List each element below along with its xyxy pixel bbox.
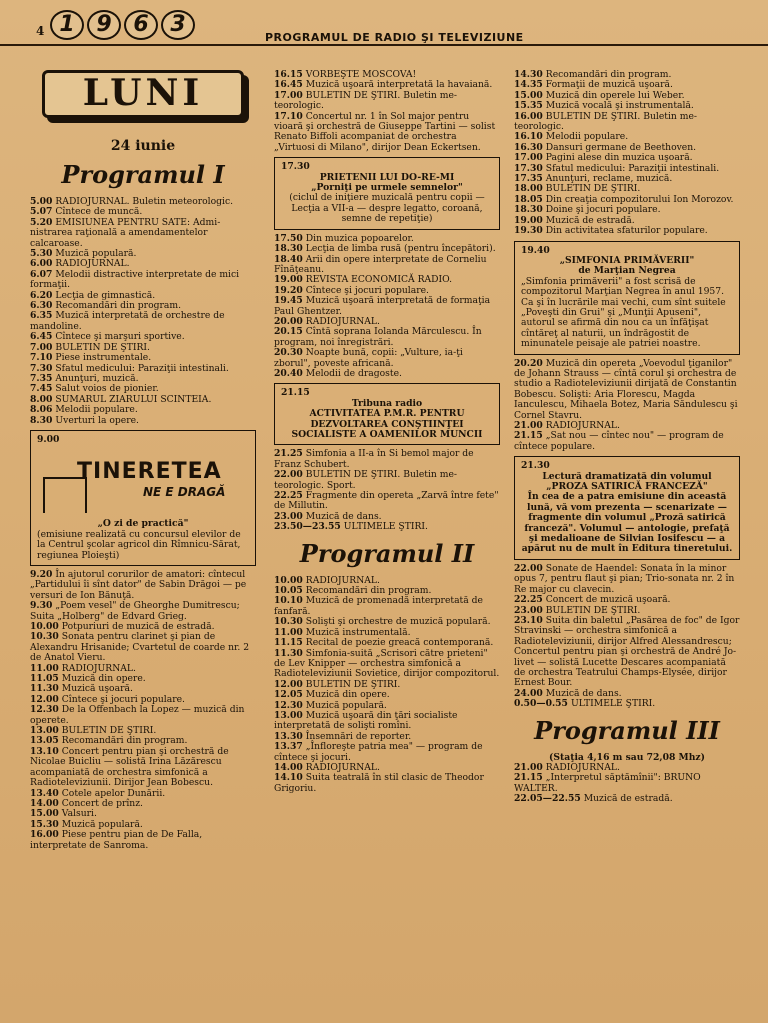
entry-text: „Interpretul săptămînii": BRUNO WALTER. (514, 772, 701, 794)
date: 24 iunie (110, 138, 176, 154)
entry-text: „Sat nou — cîntec nou" — program de cîntece populare. (514, 430, 724, 452)
entry-time: 18.30 (514, 204, 543, 216)
entry-text: BULETIN DE ŞTIRI. (545, 604, 641, 616)
entry-time: 8.30 (30, 414, 53, 426)
entry-text: Muzică uşoară din ţări socialiste interpretată de solişti romîni. (274, 709, 458, 732)
box-time: 19.40 (521, 244, 550, 256)
entry-text: Concert de prînz. (61, 797, 143, 809)
entry-time: 21.15 (514, 772, 543, 784)
entry-text: Muzică vocală şi instrumentală. (545, 100, 694, 112)
entry-text: BULETIN DE ŞTIRI. Buletin meteorologic. (274, 89, 458, 112)
entry-text: Concertul nr. 1 în Sol major pentru vioară şi orchestră de Giuseppe Tartini — solist Renato Biffoli acompaniat de orchestra „Virtuosi di Milano", dirijor Dean Eckertsen. (274, 110, 496, 153)
entry-time: 20.15 (274, 326, 303, 338)
entry-text: Recital de poezie greacă contemporană. (305, 637, 494, 649)
schedule-entry (30, 705, 256, 726)
entry-text: Potpuriuri de muzică de estradă. (61, 621, 215, 632)
schedule-entry (514, 699, 740, 709)
schedule-entry (274, 596, 500, 617)
entry-text: Muzică populară. (61, 818, 143, 830)
schedule-list (514, 70, 740, 237)
schedule-entry (30, 218, 256, 249)
entry-text: Însemnări de reporter. (305, 730, 412, 742)
entry-text: Dansuri germane de Beethoven. (545, 141, 697, 153)
entry-text: Concert pentru pian şi orchestră de Nicolae Buicliu — solistă Irina Lăzărescu acompaniată de orchestra simfonică a Radioteleviziunii. Dirijor Jean Bobescu. (30, 745, 229, 789)
entry-time: 9.30 (30, 600, 53, 612)
day-title: LUNI (42, 70, 244, 118)
entry-time: 22.05—22.55 (514, 793, 581, 805)
box-time: 21.15 (281, 387, 310, 399)
entry-time: 11.00 (30, 662, 59, 674)
entry-text: Noapte bună, copii: „Vulture, ia-ţi zborul", poveste africană. (274, 347, 463, 369)
entry-text: Cîntă soprana Iolanda Mărculescu. În program, noi înregistrări. (274, 326, 482, 348)
year-digit: 6 (124, 10, 158, 40)
entry-time: 12.05 (274, 689, 303, 701)
entry-time: 21.15 (514, 430, 543, 442)
tribuna-box (274, 383, 500, 445)
entry-text: RADIOJURNAL. (545, 420, 620, 431)
year-digit: 9 (87, 10, 121, 40)
entry-text: RADIOJURNAL. (55, 258, 130, 270)
logo-sub: NE E DRAGĂ (143, 485, 226, 500)
simfonia-box (514, 241, 740, 355)
entry-time: 13.10 (30, 745, 59, 757)
schedule-list (274, 449, 500, 532)
entry-text: Piese instrumentale. (55, 352, 152, 364)
entry-time: 7.30 (30, 362, 53, 374)
column-3 (514, 70, 740, 805)
entry-text: Muzică uşoară. (61, 683, 133, 695)
program-3-title: Programul III (534, 715, 720, 745)
entry-text: „Înfloreşte patria mea" — program de cîntece şi jocuri. (274, 741, 483, 763)
tinerete-logo (37, 447, 249, 517)
entry-time: 7.35 (30, 372, 53, 384)
entry-time: 14.00 (274, 761, 303, 773)
entry-time: 17.00 (274, 89, 303, 101)
entry-text: Sfatul medicului: Paraziţii intestinali. (545, 162, 720, 174)
entry-time: 23.10 (514, 614, 543, 626)
header-title: PROGRAMUL DE RADIO ŞI TELEVIZIUNE (265, 31, 524, 44)
schedule-list (514, 359, 740, 453)
entry-time: 16.00 (30, 829, 59, 841)
entry-time: 14.10 (274, 772, 303, 784)
entry-text: Anunţuri, reclame, muzică. (545, 173, 673, 185)
entry-text: Lecţia de gimnastică. (55, 289, 156, 301)
entry-text: Sonate de Haendel: Sonata în la minor opus 7, pentru flaut şi pian; Trio-sonata nr. 2 în Re major cu clavecin. (514, 562, 735, 595)
entry-text: VORBEŞTE MOSCOVA! (305, 69, 417, 80)
schedule-entry (514, 564, 740, 595)
entry-time: 8.06 (30, 404, 53, 416)
entry-text: Piese pentru pian de De Falla, interpretate de Sanroma. (30, 829, 203, 851)
schedule-entry (30, 416, 256, 426)
entry-time: 10.30 (274, 616, 303, 628)
entry-time: 17.35 (514, 173, 543, 185)
entry-text: BULETIN DE ŞTIRI. Buletin meteorologic. (514, 110, 698, 133)
column-1 (30, 50, 256, 851)
schedule-list (274, 70, 500, 153)
entry-time: 10.10 (274, 595, 303, 607)
entry-time: 21.00 (514, 420, 543, 431)
schedule-entry (274, 255, 500, 276)
entry-text: Cîntece de muncă. (55, 206, 143, 218)
entry-text: Muzică de dans. (545, 687, 622, 699)
entry-time: 10.00 (274, 574, 303, 586)
station-info: (Staţia 4,16 m sau 72,08 Mhz) (549, 751, 705, 763)
entry-time: 24.00 (514, 687, 543, 699)
entry-text: Anunţuri, muzică. (55, 372, 139, 384)
schedule-entry (274, 773, 500, 794)
schedule-list (30, 570, 256, 851)
entry-text: Muzică uşoară interpretată de formaţia Paul Ghentzer. (274, 295, 491, 317)
entry-time: 18.40 (274, 253, 303, 265)
entry-time: 5.20 (30, 216, 53, 228)
schedule-list (514, 564, 740, 710)
entry-time: 13.40 (30, 787, 59, 799)
entry-text: Concert de muzică uşoară. (545, 594, 671, 606)
entry-text: Simfonia a II-a în Si bemol major de Franz Schubert. (274, 448, 474, 470)
entry-text: BULETIN DE ŞTIRI. Buletin meteorologic. Sport. (274, 469, 458, 491)
entry-text: RADIOJURNAL. (61, 662, 136, 674)
entry-text: RADIOJURNAL. (305, 761, 380, 773)
entry-text: BULETIN DE ŞTIRI. (61, 725, 157, 737)
year-digit: 1 (50, 10, 84, 40)
entry-time: 19.00 (274, 274, 303, 286)
entry-text: Suita teatrală în stil clasic de Theodor Grigoriu. (274, 772, 484, 794)
entry-time: 0.50—0.55 (514, 698, 568, 710)
schedule-entry (514, 112, 740, 133)
tinerete-box (30, 430, 256, 566)
entry-time: 14.30 (514, 69, 543, 80)
entry-time: 20.00 (274, 315, 303, 327)
entry-time: 10.05 (274, 585, 303, 597)
entry-text: De la Offenbach la Lopez — muzică din operete. (30, 704, 245, 726)
program-2-title: Programul II (299, 538, 475, 568)
box-title: „SIMFONIA PRIMĂVERII" (559, 254, 695, 266)
schedule-list (274, 234, 500, 380)
entry-text: Suita din baletul „Pasărea de foc" de Igor Stravinski — orchestra simfonică a Radioteleviziunii, dirijor Alfred Alessandrescu; Concertul pentru pian şi orchestră de André Jolivet — solistă Lucette Descares acompaniată de orchestra Teatrului Champs-Elysée, dirijor Ernest Bour. (514, 614, 740, 689)
entry-time: 22.25 (274, 490, 303, 502)
entry-text: Din muzica popoarelor. (305, 232, 414, 244)
schedule-entry (30, 632, 256, 663)
entry-text: BULETIN DE ŞTIRI. (305, 678, 401, 690)
schedule-entry (30, 311, 256, 332)
schedule-entry (514, 794, 740, 804)
box-text: ACTIVITATEA P.M.R. PENTRU DEZVOLTAREA CONŞTIINŢEI SOCIALISTE A OAMENILOR MUNCII (291, 408, 483, 440)
entry-text: Sfatul medicului: Paraziţii intestinali. (55, 362, 229, 374)
entry-time: 5.00 (30, 196, 53, 207)
schedule-entry (30, 830, 256, 851)
box-title: Lectură dramatizată din volumul „PROZA SATIRICĂ FRANCEZĂ" (542, 470, 712, 493)
entry-time: 17.30 (514, 162, 543, 174)
entry-time: 11.05 (30, 673, 59, 685)
entry-time: 15.30 (30, 818, 59, 830)
entry-time: 12.30 (274, 699, 303, 711)
entry-time: 15.35 (514, 100, 543, 112)
entry-time: 9.20 (30, 568, 53, 580)
entry-text: REVISTA ECONOMICĂ RADIO. (305, 274, 453, 286)
entry-text: Muzică populară. (305, 699, 387, 711)
entry-text: Muzică instrumentală. (305, 626, 411, 638)
entry-text: RADIOJURNAL. (305, 315, 380, 327)
schedule-entry (514, 773, 740, 794)
box-title: PRIETENII LUI DO-RE-MI (319, 171, 455, 183)
entry-text: Cotele apelor Dunării. (61, 787, 166, 799)
schedule-entry (274, 491, 500, 512)
entry-time: 13.37 (274, 741, 303, 753)
schedule-entry (274, 522, 500, 532)
entry-time: 19.00 (514, 214, 543, 226)
entry-time: 16.15 (274, 69, 303, 80)
entry-text: Melodii populare. (55, 404, 138, 416)
entry-time: 19.45 (274, 295, 303, 307)
entry-time: 15.00 (514, 89, 543, 101)
entry-time: 20.40 (274, 367, 303, 379)
entry-time: 14.35 (514, 79, 543, 91)
entry-time: 10.00 (30, 621, 59, 632)
entry-time: 15.00 (30, 808, 59, 820)
schedule-entry (274, 470, 500, 491)
entry-text: Cîntece şi marşuri sportive. (55, 331, 185, 343)
schedule-entry (274, 348, 500, 369)
column-2 (274, 70, 500, 794)
entry-time: 7.45 (30, 383, 53, 395)
entry-time: 6.07 (30, 268, 53, 280)
box-subtitle: de Marţian Negrea (578, 265, 676, 277)
entry-text: Recomandări din program. (545, 69, 672, 80)
entry-time: 12.00 (30, 693, 59, 705)
entry-time: 22.00 (514, 562, 543, 574)
entry-time: 16.00 (514, 110, 543, 122)
entry-time: 11.30 (30, 683, 59, 695)
box-time: 17.30 (281, 161, 310, 173)
entry-time: 7.10 (30, 352, 53, 364)
entry-text: Muzică din operele lui Weber. (545, 89, 685, 101)
entry-text: BULETIN DE ŞTIRI. (545, 183, 641, 195)
entry-text: Recomandări din program. (61, 735, 188, 747)
logo-word: TINERETEA (77, 459, 222, 485)
page-number: 4 (36, 24, 45, 38)
entry-text: Cîntece şi jocuri populare. (305, 284, 429, 296)
entry-time: 21.25 (274, 448, 303, 460)
schedule-entry (30, 747, 256, 789)
entry-time: 11.00 (274, 626, 303, 638)
schedule-list (274, 576, 500, 795)
box-text: În cea de a patra emisiune din această lună, vă vom prezenta — scenarizate — fragmente din volumul „Proză satirică franceză". Volumul — antologie, prefaţă şi medalioane de Silvian Iosifescu — a apărut nu de mult în Editura tineretului. (521, 491, 733, 555)
entry-time: 13.30 (274, 730, 303, 742)
entry-text: Salut voios de pionier. (55, 383, 159, 395)
entry-text: Recomandări din program. (55, 300, 181, 312)
entry-text: Muzică populară. (55, 248, 137, 260)
schedule-entry (30, 601, 256, 622)
page-header (0, 0, 768, 46)
entry-text: Doine şi jocuri populare. (545, 204, 661, 216)
entry-text: RADIOJURNAL. (305, 574, 380, 586)
year-badge (50, 10, 195, 40)
entry-text: Melodii distractive interpretate de mici formaţii. (30, 268, 240, 291)
entry-text: Muzică de dans. (305, 510, 382, 522)
entry-text: Muzică interpretată de orchestre de mandoline. (30, 310, 225, 332)
entry-text: „Poem vesel" de Gheorghe Dumitrescu; Suita „Holberg" de Edvard Grieg. (30, 600, 240, 622)
entry-text: Fragmente din opereta „Zarvă între fete" de Millutin. (274, 490, 499, 512)
entry-time: 14.00 (30, 797, 59, 809)
entry-time: 5.07 (30, 206, 53, 218)
entry-time: 16.30 (514, 141, 543, 153)
entry-time: 13.05 (30, 735, 59, 747)
entry-time: 12.00 (274, 678, 303, 690)
year-digit: 3 (161, 10, 195, 40)
entry-text: Din activitatea sfaturilor populare. (545, 225, 708, 237)
entry-text: EMISIUNEA PENTRU SATE: Administrarea raţională a amendamentelor calcaroase. (30, 216, 221, 249)
entry-text: Muzică uşoară interpretată la havaiană. (305, 79, 493, 91)
entry-time: 19.30 (514, 225, 543, 237)
entry-text: Pagini alese din muzica uşoară. (545, 152, 693, 164)
entry-time: 6.20 (30, 289, 53, 301)
entry-time: 7.00 (30, 341, 53, 353)
entry-text: Recomandări din program. (305, 585, 432, 597)
box-text: (ciclul de iniţiere muzicală pentru copii — Lecţia a VII-a — despre legatto, coroană, semne de repetiţie) (289, 192, 485, 225)
schedule-entry (274, 449, 500, 470)
entry-time: 17.00 (514, 152, 543, 164)
entry-time: 20.30 (274, 347, 303, 359)
box-time: 21.30 (521, 460, 550, 472)
schedule-entry (514, 226, 740, 236)
entry-text: Muzică de promenadă interpretată de fanfară. (274, 595, 483, 617)
entry-time: 11.15 (274, 637, 303, 649)
schedule-entry (514, 616, 740, 689)
entry-text: Cîntece şi jocuri populare. (61, 693, 185, 705)
entry-text: Lecţia de limba rusă (pentru începători). (305, 243, 496, 255)
entry-text: Muzică de estradă. (545, 214, 635, 226)
box-title: Tribuna radio (351, 397, 423, 409)
entry-time: 6.45 (30, 331, 53, 343)
entry-text: În ajutorul corurilor de amatori: cîntecul „Partidului îi sînt dator" de Sabin Drăgoi — pe versuri de Ion Bănuţă. (30, 568, 247, 601)
entry-time: 16.45 (274, 79, 303, 91)
entry-text: ULTIMELE ŞTIRI. (343, 521, 428, 533)
proza-box (514, 456, 740, 560)
box-subtitle: „O zi de practică" (97, 518, 189, 530)
entry-time: 6.30 (30, 300, 53, 312)
entry-time: 18.00 (514, 183, 543, 195)
entry-time: 8.00 (30, 393, 53, 405)
box-text: (emisiune realizată cu concursul elevilor de la Centrul şcolar agricol din Rîmnicu-Sărat, regiunea Ploieşti) (37, 528, 241, 561)
entry-time: 12.30 (30, 704, 59, 716)
entry-time: 6.35 (30, 310, 53, 322)
schedule-entry (30, 570, 256, 601)
entry-text: Muzică din opere. (61, 673, 146, 685)
entry-text: ULTIMELE ŞTIRI. (570, 698, 656, 710)
entry-text: RADIOJURNAL. (545, 761, 620, 773)
schedule-list (514, 763, 740, 805)
entry-time: 22.25 (514, 594, 543, 606)
entry-text: Muzică de estradă. (583, 793, 673, 805)
entry-text: BULETIN DE ŞTIRI. (55, 341, 150, 353)
schedule-entry (274, 711, 500, 732)
schedule-entry (274, 91, 500, 112)
entry-time: 13.00 (274, 709, 303, 721)
entry-time: 11.30 (274, 647, 303, 659)
entry-text: Arii din opere interpretate de Corneliu Fînăţeanu. (274, 253, 487, 275)
schedule-entry (274, 296, 500, 317)
entry-time: 22.00 (274, 469, 303, 481)
entry-time: 17.50 (274, 232, 303, 244)
entry-time: 20.20 (514, 357, 543, 369)
entry-time: 5.30 (30, 248, 53, 260)
entry-text: Muzică din opereta „Voevodul ţiganilor" de Johann Strauss — cîntă corul şi orchestra de studio a Radioteleviziunii dirijată de Constantin Bobescu. Solişti: Aria Florescu, Magda Ianculescu, Mihaela Botez, Maria Săndulescu şi Cornel Stavru. (514, 357, 738, 421)
entry-time: 10.30 (30, 631, 59, 643)
box-time: 9.00 (37, 433, 60, 445)
box-subtitle: „Porniţi pe urmele semnelor" (311, 182, 463, 194)
entry-text: RADIOJURNAL. Buletin meteorologic. (55, 196, 234, 207)
schedule-entry (274, 327, 500, 348)
entry-time: 23.00 (274, 510, 303, 522)
entry-text: Melodii de dragoste. (305, 367, 402, 379)
schedule-entry (274, 742, 500, 763)
entry-time: 21.00 (514, 761, 543, 773)
entry-text: Solişti şi orchestre de muzică populară. (305, 616, 491, 628)
schedule-entry (30, 270, 256, 291)
entry-text: Melodii populare. (545, 131, 629, 143)
schedule-entry (274, 649, 500, 680)
schedule-entry (514, 431, 740, 452)
entry-text: Din creaţia compozitorului Ion Morozov. (545, 193, 734, 205)
schedule-entry (274, 112, 500, 154)
entry-text: Sonata pentru clarinet şi pian de Alexandru Hrisanide; Cvartetul de coarde nr. 2 de Anatol Vieru. (30, 631, 250, 664)
entry-time: 6.00 (30, 258, 53, 270)
entry-text: SUMARUL ZIARULUI SCINTEIA. (55, 393, 212, 405)
schedule-entry (514, 359, 740, 421)
schedule-entry (274, 369, 500, 379)
entry-time: 19.20 (274, 284, 303, 296)
schedule-list (30, 197, 256, 426)
entry-text: Uverturi la opere. (55, 414, 139, 426)
entry-text: Muzică din opere. (305, 689, 390, 701)
entry-time: 18.05 (514, 193, 543, 205)
program-1-title: Programul I (61, 160, 225, 189)
box-text: „Simfonia primăverii" a fost scrisă de compozitorul Marţian Negrea în anul 1957. Ca şi în lucrările mai vechi, cum sînt suitele „Poveşti din Grui" şi „Munţii Apuseni", autorul se afirmă din nou ca un înfăţişat cîntăreţ al naturii, un îndrăgostit de minunatele peisaje ale patriei noastre. (521, 275, 726, 350)
entry-time: 13.00 (30, 725, 59, 737)
entry-time: 17.10 (274, 110, 303, 122)
entry-text: Simfonia-suită „Scrisori către prieteni" de Lev Knipper — orchestra simfonică a Radioteleviziunii Sovietice, dirijor compozitorul. (274, 647, 500, 680)
entry-text: Valsuri. (61, 808, 97, 820)
entry-time: 16.10 (514, 131, 543, 143)
do-re-mi-box (274, 157, 500, 229)
entry-time: 18.30 (274, 243, 303, 255)
entry-text: Formaţii de muzică uşoară. (545, 79, 673, 91)
entry-time: 23.00 (514, 604, 543, 616)
entry-time: 23.50—23.55 (274, 521, 341, 533)
